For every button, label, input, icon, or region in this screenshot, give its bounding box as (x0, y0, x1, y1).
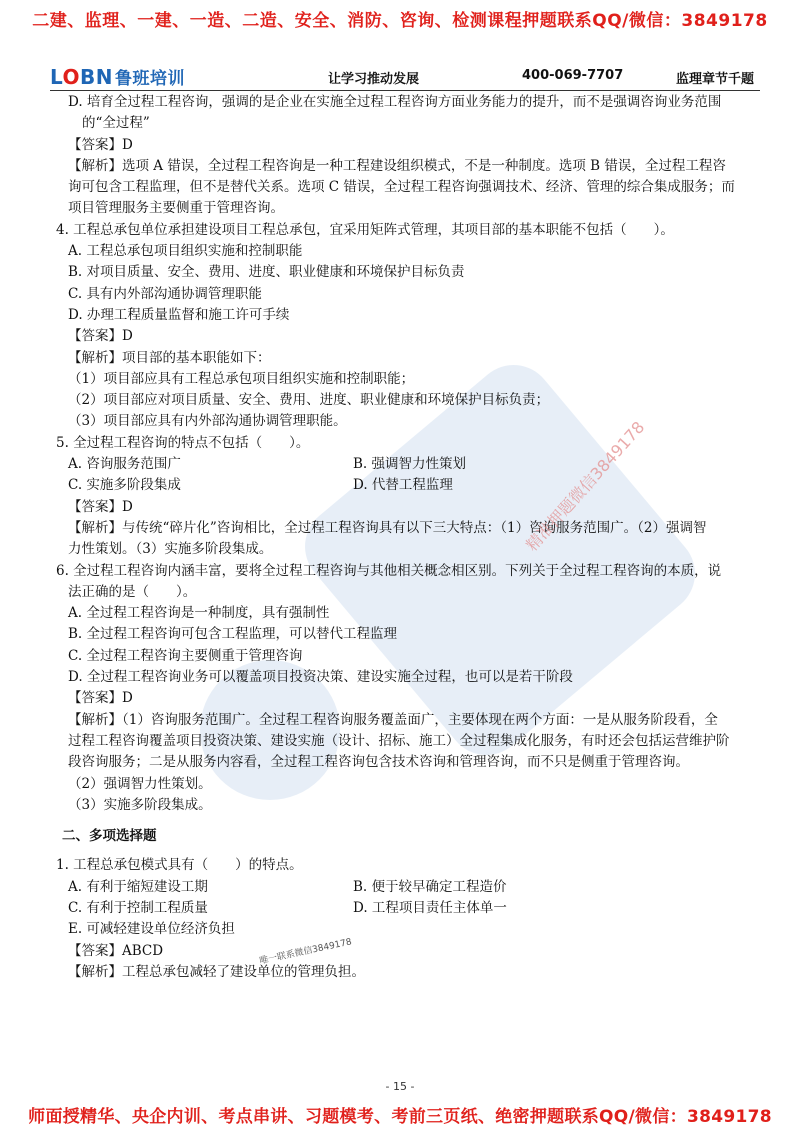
watermark-small-text: 唯一联系微信3849178 (258, 937, 353, 967)
option-row (56, 454, 756, 475)
text-line: （3）项目部应具有内外部沟通协调管理职能。 (68, 413, 347, 430)
option-row (56, 898, 756, 919)
option-row (56, 877, 756, 898)
option-row (56, 475, 756, 496)
text-line: （2）项目部应对项目质量、安全、费用、进度、职业健康和环境保护目标负责； (68, 392, 550, 409)
text-line: 【解析】（1）咨询服务范围广。全过程工程咨询服务覆盖面广，主要体现在两个方面：一是从服务阶段看，全 (68, 711, 718, 728)
option-text: B. 便于较早确定工程造价 (353, 878, 507, 895)
section-heading: 二、多项选择题 (62, 828, 157, 845)
option-text: C. 实施多阶段集成 (68, 477, 181, 494)
text-line: （1）项目部应具有工程总承包项目组织实施和控制职能； (68, 370, 415, 387)
question-stem: 1. 工程总承包模式具有（ ）的特点。 (56, 857, 303, 874)
text-line: C. 具有内外部沟通协调管理职能 (68, 285, 262, 302)
text-line: A. 全过程工程咨询是一种制度，具有强制性 (68, 605, 330, 622)
text-line: 【答案】D (68, 690, 133, 707)
text-line: 的“全过程” (82, 115, 150, 132)
header-phone: 400-069-7707 (522, 68, 624, 83)
page-number: - 15 - (385, 1080, 415, 1093)
question-stem: 6. 全过程工程咨询内涵丰富，要将全过程工程咨询与其他相关概念相区别。下列关于全过程工程咨询的本质，说 (56, 562, 722, 579)
document-body (56, 92, 756, 983)
text-line: 【解析】项目部的基本职能如下： (68, 349, 271, 366)
watermark-text: 精准押题微信3849178 (522, 417, 649, 555)
header-slogan: 让学习推动发展 (328, 72, 420, 87)
option-text: C. 有利于控制工程质量 (68, 899, 208, 916)
text-line: B. 全过程工程咨询可包含工程监理，可以替代工程监理 (68, 626, 398, 643)
text-line: A. 工程总承包项目组织实施和控制职能 (68, 243, 303, 260)
text-line: （2）强调智力性策划。 (68, 775, 212, 792)
text-line: C. 全过程工程咨询主要侧重于管理咨询 (68, 647, 303, 664)
text-line: 【解析】工程总承包减轻了建设单位的管理负担。 (68, 963, 365, 980)
brand-logo: LOBN 鲁班培训 (50, 65, 186, 89)
text-line: 过程工程咨询覆盖项目投资决策、建设实施（设计、招标、施工）全过程集成化服务，有时还会包括运营维护阶 (68, 732, 730, 749)
text-line: 询可包含工程监理，但不是替代关系。选项 C 错误，全过程工程咨询强调技术、经济、管理的综合集成服务；而 (68, 179, 735, 196)
text-line: B. 对项目质量、安全、费用、进度、职业健康和环境保护目标负责 (68, 264, 465, 281)
text-line: D. 办理工程质量监督和施工许可手续 (68, 306, 290, 323)
page-header (50, 62, 760, 91)
text-line: 【答案】D (68, 136, 133, 153)
text-line: 力性策划。（3）实施多阶段集成。 (68, 541, 273, 558)
question-stem: 4. 工程总承包单位承担建设项目工程总承包，宜采用矩阵式管理，其项目部的基本职能不包括（ ）。 (56, 221, 674, 238)
option-text: D. 代替工程监理 (353, 477, 453, 494)
text-line: 项目管理服务主要侧重于管理咨询。 (68, 200, 284, 217)
option-text: D. 工程项目责任主体单一 (353, 899, 507, 916)
text-line: 段咨询服务；二是从服务内容看，全过程工程咨询包含技术咨询和管理咨询，而不只是侧重于管理咨询。 (68, 754, 689, 771)
bottom-banner: 师面授精华、央企内训、考点串讲、习题模考、考前三页纸、绝密押题联系QQ/微信：3849178 (28, 1107, 772, 1127)
option-text: A. 有利于缩短建设工期 (68, 878, 208, 895)
text-line: 【答案】ABCD (68, 942, 164, 959)
header-chapter-title: 监理章节千题 (675, 72, 754, 87)
text-line: （3）实施多阶段集成。 (68, 796, 212, 813)
text-line: 【答案】D (68, 328, 133, 345)
text-line: E. 可减轻建设单位经济负担 (68, 921, 235, 938)
option-text: B. 强调智力性策划 (353, 456, 467, 473)
text-line: 【解析】与传统“碎片化”咨询相比，全过程工程咨询具有以下三大特点：（1）咨询服务范围广。（2）强调智 (68, 519, 707, 536)
text-line: 【答案】D (68, 498, 133, 515)
text-line: 法正确的是（ ）。 (68, 583, 197, 600)
question-stem: 5. 全过程工程咨询的特点不包括（ ）。 (56, 434, 310, 451)
option-text: A. 咨询服务范围广 (68, 456, 181, 473)
text-line: D. 全过程工程咨询业务可以覆盖项目投资决策、建设实施全过程，也可以是若干阶段 (68, 669, 573, 686)
text-line: D. 培育全过程工程咨询，强调的是企业在实施全过程工程咨询方面业务能力的提升，而不是强调咨询业务范围 (68, 94, 722, 110)
top-banner: 二建、监理、一建、一造、二造、安全、消防、咨询、检测课程押题联系QQ/微信：3849178 (32, 11, 768, 31)
text-line: 【解析】选项 A 错误，全过程工程咨询是一种工程建设组织模式，不是一种制度。选项 B 错误，全过程工程咨 (68, 157, 726, 174)
